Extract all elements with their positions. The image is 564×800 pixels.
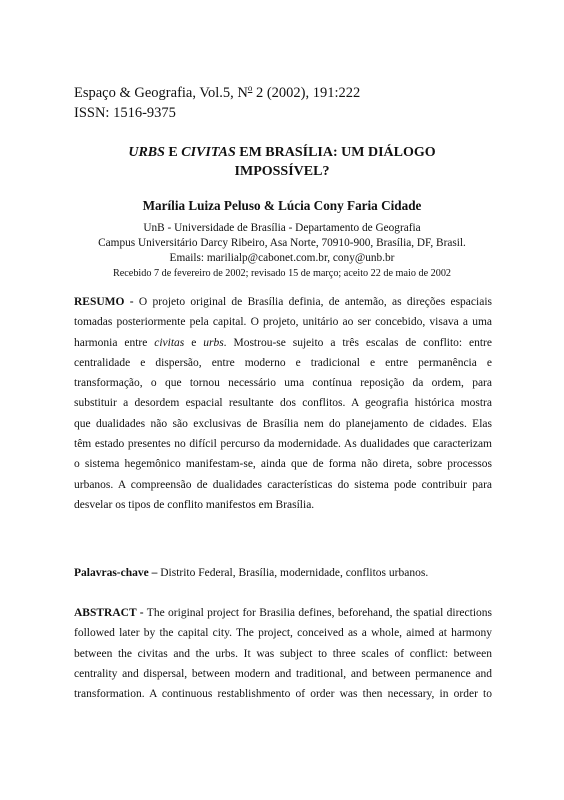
resumo-paragraph: RESUMO - O projeto original de Brasília definia, de antemão, as direções espaciais tomadas posteriormente pela capital. O projeto, unitário ao ser concebido, visava a uma harmonia entre civitas e urbs. Mostrou-se sujeito a três escalas de conflito: entre centralidade e dispersão, entre moderno e tradicional e entre permanência e transformação, o que tornou necessário uma contínua reposição da ordem, para substituir a desordem espacial resultante dos conflitos. A geografia histórica mostra que dualidades não são exclusivas de Brasília nem do planejamento de cidades. Elas têm estado presentes no difícil percurso da modernidade. As dualidades que caracterizam o sistema hegemônico manifestam-se, ainda que de forma não direta, sobre processos urbanos. A compreensão de dualidades características do sistema pode contribuir para desvelar os tipos de conflito manifestos em Brasília. — [74, 296, 492, 511]
affiliation-emails: Emails: marilialp@cabonet.com.br, cony@unb.br — [169, 252, 395, 264]
journal-citation: Espaço & Geografia, Vol.5, $N^o$ 2 (2002), 191:222 — [74, 83, 361, 101]
authors: Marília Luiza Peluso & Lúcia Cony Faria Cidade — [142, 198, 422, 213]
journal-header — [74, 78, 360, 123]
affiliation — [74, 221, 490, 281]
abstract-paragraph: ABSTRACT - The original project for Brasilia defines, beforehand, the spatial directions followed later by the capital city. The project, conceived as a whole, aimed at harmony between the civitas and the urbs. It was subject to three scales of conflict: between centrality and dispersal, between modern and traditional, and between permanence and transformation. A continuous restablishmento of order was then necessary, in order to — [74, 607, 492, 701]
keywords-label: Palavras-chave – — [74, 567, 158, 579]
affiliation-department: UnB - Universidade de Brasília - Departamento de Geografia — [143, 222, 421, 234]
abstract-label: ABSTRACT - — [74, 607, 144, 619]
resumo-label: RESUMO - — [74, 296, 134, 308]
affiliation-address: Campus Universitário Darcy Ribeiro, Asa Norte, 70910-900, Brasília, DF, Brasil. — [98, 237, 466, 249]
received-dates: Recebido 7 de fevereiro de 2002; revisado 15 de março; aceito 22 de maio de 2002 — [112, 268, 452, 279]
journal-issn: ISSN: 1516-9375 — [74, 104, 176, 121]
paper-title: URBS E CIVITAS EM BRASÍLIA: UM DIÁLOGO IMPOSSÍVEL? — [128, 145, 436, 179]
keywords: Palavras-chave – Distrito Federal, Brasília, modernidade, conflitos urbanos. — [74, 567, 429, 579]
